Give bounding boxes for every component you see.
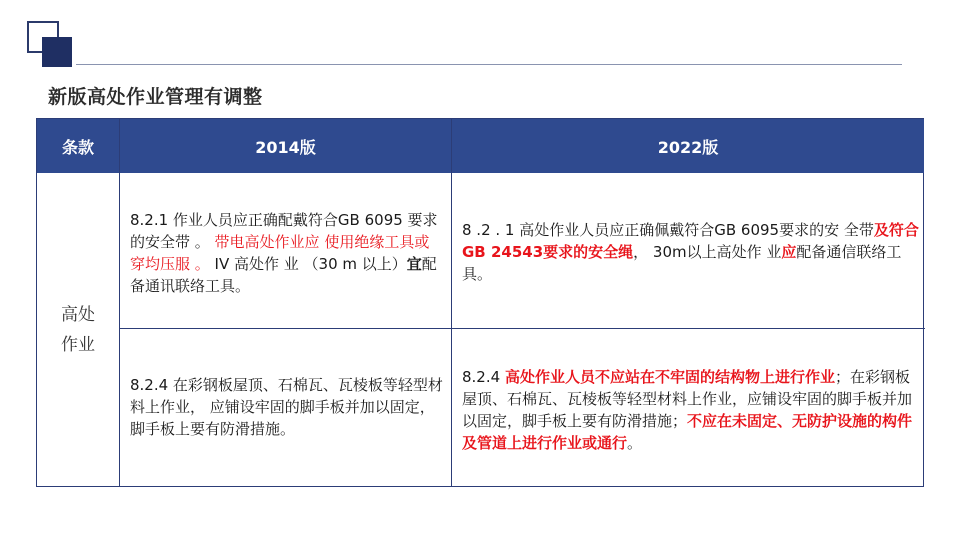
row2-2022-cell bbox=[462, 366, 922, 454]
row1-2014-text-3: 配备通讯联络工具。 bbox=[130, 255, 437, 295]
column-divider bbox=[451, 119, 452, 487]
clause-cell bbox=[37, 173, 119, 487]
row1-2014-text-2: IV 高处作 业 （30 m 以上） bbox=[209, 255, 407, 273]
row2-2022-text-2: ；在彩钢板屋顶、石棉瓦、瓦棱板等轻型材料上作业，应铺设牢固的脚手板并加以固定，脚手板上要有防滑措施； bbox=[462, 368, 913, 430]
row-divider bbox=[119, 328, 925, 329]
row2-2022-text: 8.2.4 bbox=[462, 368, 505, 386]
page-title: 新版高处作业管理有调整 bbox=[48, 86, 263, 108]
comparison-table bbox=[36, 118, 924, 487]
header-2022: 2022版 bbox=[452, 119, 924, 173]
row1-2014-cell bbox=[130, 209, 444, 297]
column-divider bbox=[119, 119, 120, 487]
header-clause: 条款 bbox=[37, 119, 119, 173]
row1-2014-bold: 宜 bbox=[406, 255, 422, 273]
row1-2022-cell bbox=[462, 219, 922, 285]
row1-2022-highlight: 及符合GB 24543要求的安全绳 bbox=[462, 221, 919, 261]
row2-2022-text-3: 。 bbox=[627, 434, 643, 452]
header-2014: 2014版 bbox=[120, 119, 451, 173]
row1-2014-highlight: 带电高处作业应 使用绝缘工具或穿均压服 。 bbox=[130, 233, 430, 273]
row2-2014-cell bbox=[130, 374, 444, 440]
row1-2022-text: 8 .2 . 1 高处作业人员应正确佩戴符合GB 6095要求的安 全带 bbox=[462, 221, 874, 239]
row1-2022-highlight-2: 应 bbox=[781, 243, 797, 261]
decorative-square-filled bbox=[42, 37, 72, 67]
row2-2022-highlight: 高处作业人员不应站在不牢固的结构物上进行作业 bbox=[504, 368, 835, 386]
header-divider bbox=[76, 64, 902, 65]
row1-2014-text: 8.2.1 作业人员应正确配戴符合GB 6095 要求的安全带 。 bbox=[130, 211, 438, 251]
row1-2022-text-3: 配备通信联络工具。 bbox=[462, 243, 902, 283]
clause-label: 高处作业 bbox=[61, 305, 95, 355]
row1-2022-text-2: ， 30m以上高处作 业 bbox=[633, 243, 782, 261]
row2-2022-highlight-2: 不应在未固定、无防护设施的构件及管道上进行作业或通行 bbox=[462, 412, 913, 452]
row2-2014-text: 8.2.4 在彩钢板屋顶、石棉瓦、瓦棱板等轻型材料上作业， 应铺设牢固的脚手板并加以固定， 脚手板上要有防滑措施。 bbox=[130, 376, 443, 438]
